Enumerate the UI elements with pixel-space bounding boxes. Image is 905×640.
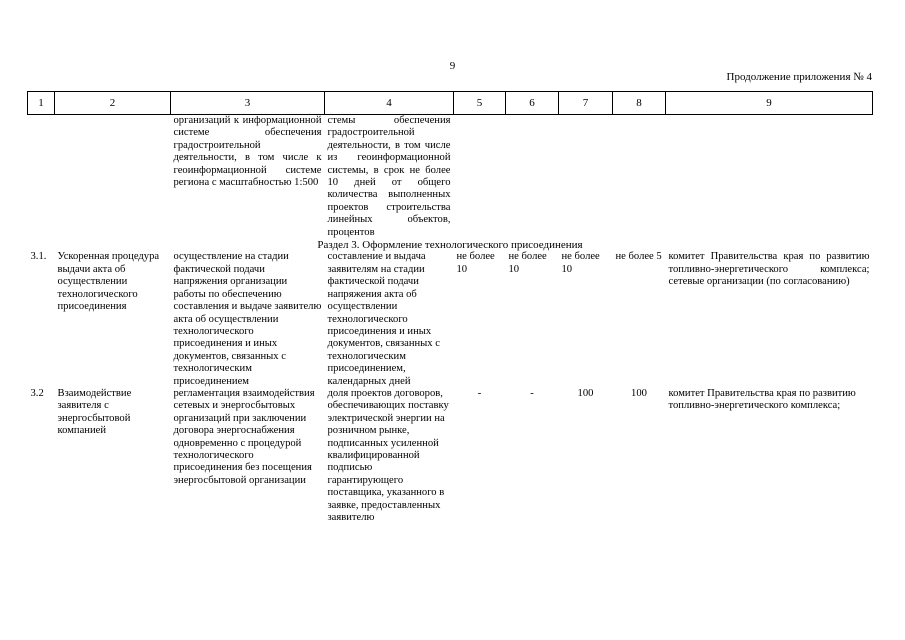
header-cell: 3 xyxy=(171,92,325,115)
cell-indicator: доля проектов договоров, обеспечивающих поставку электрической энергии на розничном рынке, подписанных усиленной квалифицированной подписью гарантирующего поставщика, указанного в заявке, предоставленных заявителю xyxy=(327,387,449,523)
header-cell: 5 xyxy=(454,92,506,115)
cell-measure: осуществление на стадии фактической подачи напряжения организации работы по обеспечению составления и выдаче заявителю акта об осуществлении технологического присоединения и иных документов, связанных с технологическим присоединением xyxy=(173,251,322,387)
cell-responsible: комитет Правительства края по развитию топливно-энергетического комплекса; xyxy=(668,387,856,412)
table-row xyxy=(28,388,873,524)
program-table xyxy=(27,91,873,524)
cell-value: 100 xyxy=(631,387,647,399)
header-cell: 6 xyxy=(506,92,559,115)
continuation-note: Продолжение приложения № 4 xyxy=(726,71,872,83)
header-row xyxy=(28,92,873,115)
cell-name: Взаимодействие заявителя с энергосбытовой компанией xyxy=(57,387,132,437)
cell-value: не более 10 xyxy=(456,251,495,275)
cell-measure: регламентация взаимодействия сетевых и энергосбытовых организаций при заключении договора энергоснабжения одновременно с процедурой технологического присоединения без посещения энергосбытовой организации xyxy=(173,387,315,486)
cell-value: - xyxy=(477,387,482,399)
cell-measure: организаций к информационной системе обеспечения градостроительной деятельности, в том числе к геоинформационной системе региона с масштабностью 1:500 xyxy=(173,115,322,189)
cell-responsible: комитет Правительства края по развитию топливно-энергетического комплекса; сетевые организации (по согласованию) xyxy=(668,251,870,288)
page-number: 9 xyxy=(449,60,456,72)
table-row xyxy=(28,251,873,387)
cell-number: 3.2 xyxy=(30,387,44,399)
header-cell: 8 xyxy=(613,92,666,115)
cell-value: 100 xyxy=(577,387,594,399)
header-cell: 4 xyxy=(325,92,454,115)
cell-value: не более 5 xyxy=(615,251,662,263)
section-row xyxy=(28,239,873,251)
section-title: Раздел 3. Оформление технологического присоединения xyxy=(317,239,583,252)
cell-indicator: составление и выдача заявителям на стадии фактической подачи напряжения акта об осуществлении технологического присоединения и иных документов, связанных с технологическим присоединением, календарных дней xyxy=(327,251,440,387)
cell-value: не более 10 xyxy=(508,251,547,275)
cell-value: не более 10 xyxy=(561,251,600,275)
header-cell: 7 xyxy=(559,92,613,115)
continuation-row xyxy=(28,115,873,240)
header-cell: 1 xyxy=(28,92,55,115)
cell-value: - xyxy=(530,387,534,399)
header-cell: 9 xyxy=(666,92,873,115)
cell-indicator: стемы обеспечения градостроительной деятельности, в том числе из геоинформационной системы, в срок не более 10 дней от общего количества выполненных проектов строительства линейных объектов, процентов xyxy=(327,115,451,238)
header-cell: 2 xyxy=(55,92,171,115)
cell-name: Ускоренная процедура выдачи акта об осуществлении технологического присоединения xyxy=(57,251,160,313)
cell-number: 3.1. xyxy=(30,251,47,263)
